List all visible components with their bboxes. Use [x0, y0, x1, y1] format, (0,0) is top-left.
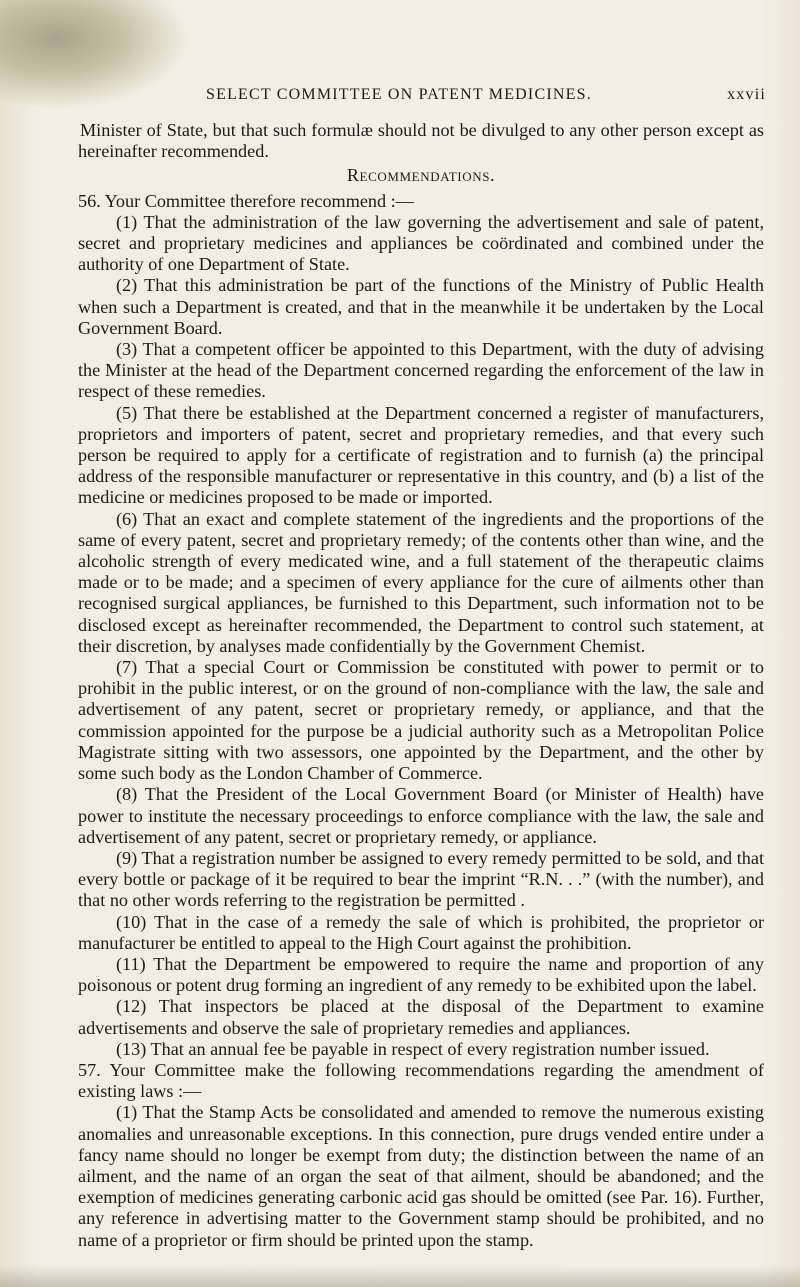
page-number: xxvii: [727, 86, 766, 103]
recommendation-item: (7) That a special Court or Commission be constituted with power to permit or to prohibit in the public interest, or on the ground of non-compliance with the law, the sale and advertisement of any patent, secret or proprietary remedy, or appliance, and that the commission appointed for the purpose be a judicial authority such as a Metropolitan Police Magistrate sitting with two assessors, one appointed by the Department, and the other by some such body as the London Chamber of Commerce.: [78, 657, 764, 784]
recommendation-item: (5) That there be established at the Department concerned a register of manufacturers, proprietors and importers of patent, secret and proprietary remedies, and that every such person be required to apply for a certificate of registration and to furnish (a) the principal address of the responsible manufacturer or representative in this country, and (b) a list of the medicine or medicines proposed to be made or imported.: [78, 402, 764, 508]
recommendation-item: (8) That the President of the Local Government Board (or Minister of Health) have power to institute the necessary proceedings to enforce compliance with the law, the sale and advertisement of any patent, secret or proprietary remedy, or appliance.: [78, 784, 764, 847]
recommendation-item: (2) That this administration be part of the functions of the Ministry of Public Health when such a Department is created, and that in the meanwhile it be undertaken by the Local Government Board.: [78, 275, 764, 338]
continuation-paragraph: Minister of State, but that such formulæ should not be divulged to any other person except as hereinafter recommended.: [78, 120, 764, 162]
recommendation-item: (6) That an exact and complete statement of the ingredients and the proportions of the same of every patent, secret and proprietary remedy; of the contents other than wine, and the alcoholic strength of every medicated wine, and a full statement of the therapeutic claims made or to be made; and a specimen of every appliance for the cure of ailments other than recognised surgical appliances, be furnished to this Department, such information not to be disclosed except as hereinafter recommended, the Department to control such statement, at their discretion, by analyses made confidentially by the Government Chemist.: [78, 508, 764, 656]
running-title: SELECT COMMITTEE ON PATENT MEDICINES.: [206, 86, 592, 103]
paragraph-56-intro: 56. Your Committee therefore recommend :—: [78, 190, 414, 211]
recommendation-item: (13) That an annual fee be payable in respect of every registration number issued.: [116, 1038, 710, 1059]
recommendation-item: (9) That a registration number be assigned to every remedy permitted to be sold, and that every bottle or package of it be required to bear the imprint “R.N. . .” (with the number), and that no other words referring to the registration be permitted .: [78, 847, 764, 911]
recommendation-item: (1) That the administration of the law governing the advertisement and sale of patent, secret and proprietary medicines and appliances be coördinated and combined under the authority of one Department of State.: [78, 211, 764, 275]
running-header: [206, 86, 766, 104]
page-bottom-shadow: [0, 1265, 800, 1287]
paragraph-57-intro: 57. Your Committee make the following recommendations regarding the amendment of existing laws :—: [78, 1059, 764, 1102]
body-text: [78, 120, 764, 1251]
section-heading: Recommendations.: [346, 165, 496, 186]
recommendation-item: (12) That inspectors be placed at the disposal of the Department to examine advertisements and observe the sale of proprietary remedies and appliances.: [78, 996, 764, 1038]
recommendation-item: (10) That in the case of a remedy the sale of which is prohibited, the proprietor or manufacturer be entitled to appeal to the High Court against the prohibition.: [78, 911, 764, 953]
recommendation-item: (11) That the Department be empowered to require the name and proportion of any poisonous or potent drug forming an ingredient of any remedy to be exhibited upon the label.: [78, 953, 764, 996]
recommendation-item: (3) That a competent officer be appointed to this Department, with the duty of advising the Minister at the head of the Department concerned regarding the enforcement of the law in respect of these remedies.: [78, 339, 764, 402]
page-stain: [0, 0, 190, 110]
amendment-item: (1) That the Stamp Acts be consolidated and amended to remove the numerous existing anomalies and unreasonable exceptions. In this connection, pure drugs vended entire under a fancy name should no longer be exempt from duty; the distinction between the name of an ailment, and the name of an organ the seat of that ailment, should be abandoned; and the exemption of medicines generating carbonic acid gas should be omitted (see Par. 16). Further, any reference in advertising matter to the Government stamp should be prohibited, and no name of a proprietor or firm should be printed upon the stamp.: [78, 1102, 764, 1250]
